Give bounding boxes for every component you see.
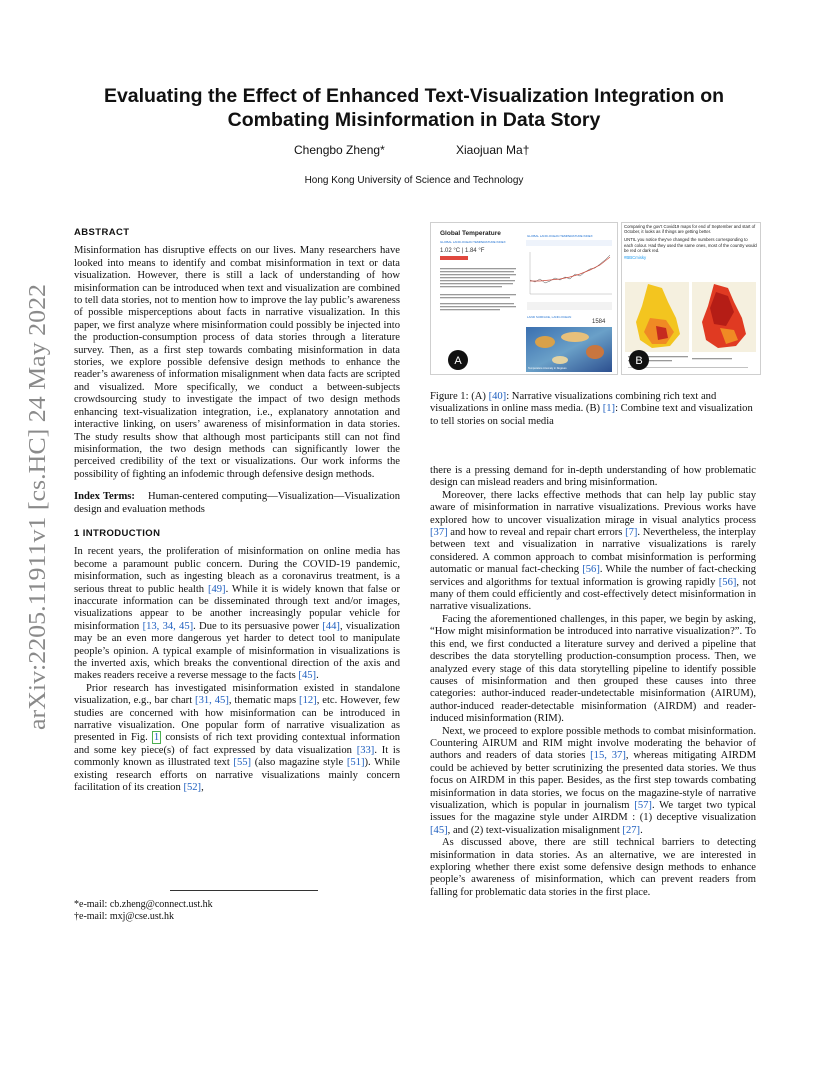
right-column	[430, 465, 756, 899]
panel-a-value: 1.02 °C | 1.84 °F	[440, 248, 485, 254]
right-paragraph-2: Moreover, there lacks effective methods that can help lay public stay aware of misinformation in narrative visualizations. Previous works have explored how to uncover visualization mirage in visual analytics process [37] and how to reveal and repair chart errors [7]. Nevertheless, the interplay between text and visualization in narrative visualizations is rarely considered. A common approach to combat misinformation is performing automatic or manual fact-checking [56]. While the number of fact-checking services and algorithms for textual information is growing rapidly [56], not many of them could efficiently and cost-effectively detect misinformation in narrative visualizations.	[430, 489, 756, 613]
figure-link[interactable]: 1	[153, 732, 160, 744]
index-terms-text: Human-centered computing—Visualization—Visualization design and evaluation methods	[74, 491, 401, 515]
citation-link[interactable]: [55]	[233, 757, 252, 769]
panel-a-footer-value: 1584	[592, 319, 606, 325]
arxiv-identifier-text: arXiv:2205.11911v1 [cs.HC] 24 May 2022	[25, 317, 51, 730]
citation-link[interactable]: [45]	[298, 670, 317, 682]
panel-b-label: B	[635, 355, 643, 367]
citation-link[interactable]: [13, 34, 45]	[142, 620, 194, 632]
figure-1	[430, 222, 761, 375]
title-line-2: Combating Misinformation in Data Story	[227, 109, 601, 131]
abstract-text: Misinformation has disruptive effects on our lives. Many researchers have looked into means to identify and combat misinformation in text or data visualization. However, there is still a lack of understanding of how misinformation can be introduced when text and visualization are combined to tell data stories, not to mention how to improve the lay public’s awareness of possible misperceptions about facts in narrative visualization. In this paper, we first analyze where misinformation could possibly be injected into the production-consumption process of data stories through a literature survey. Then, as a first step towards combating misinformation in data stories, we explore possible defensive design methods to enhance the reader’s awareness of information misalignment when data facts are scripted and visualized. More specifically, we conduct a between-subjects crowdsourcing study to investigate the impact of two design methods enhancing text-visualization integration, i.e., explanatory annotation and interactive linking, on users’ awareness of misinformation in data stories. The study results show that although most participants still can not find misinformation, the two design methods can significantly lower the perceived credibility of the text or visualizations. Our work informs the possibility of fighting an infodemic through defensive design methods.	[74, 245, 400, 480]
footnote-2: †e-mail: mxj@cse.ust.hk	[74, 911, 175, 922]
left-column	[74, 227, 400, 794]
right-paragraph-4: Next, we proceed to explore possible methods to combat misinformation. Countering AIRUM and RIM might involve moderating the behavior of authors and readers of data stories [15, 37], whereas mitigating AIRDM could be achieved by better scrutinizing the presented data stories. We thus focus on AIRDM in this paper. Besides, as the first step towards combating misinformation in data stories, we focus on the magazine-style of narrative visualization, which is popular in journalism [57]. We target two typical issues for the magazine style under AIRDM : (1) deceptive visualization [45], and (2) text-visualization misalignment [27].	[430, 725, 756, 836]
figure-caption: Figure 1: (A) [40]: Narrative visualizations combining rich text and visualizations in online mass media. (B) [1]: Combine text and visualization to tell stories on social media	[430, 391, 753, 427]
panel-a-red-button	[440, 256, 468, 260]
citation-link[interactable]: [57]	[634, 799, 652, 811]
figure-panel-b	[622, 223, 761, 375]
citation-link[interactable]: [49]	[207, 583, 226, 595]
panel-a-subheader: GLOBAL LAND-OCEAN TEMPERATURE INDEX	[440, 240, 506, 244]
author-1: Chengbo Zheng*	[294, 143, 385, 157]
author-2: Xiaojuan Ma†	[456, 143, 530, 157]
intro-paragraph-1: In recent years, the proliferation of misinformation on online media has become a paramount public concern. During the COVID-19 pandemic, misinformation, such as ingesting bleach as a coronavirus treatment, is a serious threat to public health [49]. While it is widely known that false or inaccurate information can be disseminated through text and/or images, visualizations appear to be another increasingly popular vehicle for misinformation [13, 34, 45]. Due to its persuasive power [44], visualization may be an even more dangerous yet harder to detect tool to manipulate people’s opinion. A typical example of misinformation in visualizations is the inverted axis, which breaks the conventional direction of the axis and makes readers receive a reverse message to the facts [45].	[74, 546, 400, 682]
panel-b-hashtag: #BBCmisky	[624, 255, 647, 261]
citation-link[interactable]: [15, 37]	[590, 750, 626, 762]
citation-link[interactable]: [51]	[346, 757, 365, 769]
citation-link[interactable]: [37]	[430, 527, 448, 539]
citation-link[interactable]: [7]	[625, 527, 638, 539]
index-terms	[74, 491, 400, 516]
right-paragraph-5: As discussed above, there are still technical barriers to detecting misinformation in data stories. As an alternative, we are interested in exploring whether there exist some defensive design methods to enhance people’s awareness of misinformation, which can prevent readers from falling for problematic data stories in the first place.	[430, 837, 756, 898]
intro-paragraph-2: Prior research has investigated misinformation existed in standalone visualization, e.g., bar chart [31, 45], thematic maps [12], etc. However, few studies are concerned with how misinformation can be introduced in narrative visualization. One popular form of narrative visualization as presented in Fig. 1 consists of rich text providing contextual information and some key piece(s) of fact expressed by data visualization [33]. It is commonly known as illustrated text [55] (also magazine style [51]). While existing research efforts on narrative visualizations mainly concern facilitation of its creation [52],	[74, 682, 401, 794]
citation-link[interactable]: [1]	[602, 403, 616, 415]
svg-text:GLOBAL LAND-OCEAN TEMPERATURE: GLOBAL LAND-OCEAN TEMPERATURE INDEX	[527, 234, 593, 238]
footnote-1: *e-mail: cb.zheng@connect.ust.hk	[74, 899, 213, 910]
citation-link[interactable]: [52]	[183, 782, 202, 794]
panel-a-header: Global Temperature	[440, 230, 501, 237]
citation-link[interactable]: [31, 45]	[195, 695, 229, 707]
citation-link[interactable]: [56]	[718, 576, 737, 588]
abstract-heading: ABSTRACT	[74, 227, 130, 238]
panel-a-footer-label: LAND SURFACE, LAND-OCEAN	[527, 315, 572, 319]
title-line-1: Evaluating the Effect of Enhanced Text-Visualization Integration on	[103, 85, 725, 107]
panel-b-text-2: UNTIL you notice they've changed the numbers corresponding to each colour. Had they used the same ones, most of the country would be red or dark red.	[624, 237, 757, 253]
panel-a-map-caption: Temperature Anomaly in Degrees	[528, 367, 567, 370]
arxiv-identifier	[12, 280, 56, 730]
citation-link[interactable]: [45]	[430, 824, 448, 836]
right-paragraph-3: Facing the aforementioned challenges, in this paper, we begin by asking, “How might misinformation be introduced into narrative visualization?”. To this end, we first conducted a literature survey and derived a pipeline that describes the data storytelling production-consumption process. Then, we analyzed every stage of this data storytelling pipeline to identify possible causes of misinformation and then grouped these causes into three categories: author-induced reader-undetectable misinformation (AIRUM), author-induced reader-detectable misinformation (AIRDM) and reader-induced misinformation (RIM).	[430, 613, 756, 725]
panel-a-label: A	[454, 355, 462, 367]
paper-title	[100, 84, 728, 132]
index-terms-label: Index Terms:	[74, 491, 135, 503]
citation-link[interactable]: [12]	[299, 695, 317, 707]
citation-link[interactable]: [33]	[356, 744, 375, 756]
footnote-divider	[170, 890, 318, 891]
citation-link[interactable]: [40]	[488, 391, 507, 402]
footnotes	[74, 899, 213, 923]
affiliation: Hong Kong University of Science and Technology	[304, 175, 524, 186]
right-paragraph-1: there is a pressing demand for in-depth understanding of how problematic design can mislead readers and bring misinformation.	[430, 465, 756, 489]
citation-link[interactable]: [56]	[582, 564, 600, 576]
figure-panel-a	[431, 223, 618, 375]
intro-heading: 1 INTRODUCTION	[74, 527, 161, 539]
citation-link[interactable]: [44]	[322, 620, 340, 632]
citation-link[interactable]: [27]	[622, 824, 641, 836]
panel-b-text-1: Comparing the gov't Covid19 maps for end of September and start of October, it looks as if things are getting better.	[624, 224, 756, 235]
